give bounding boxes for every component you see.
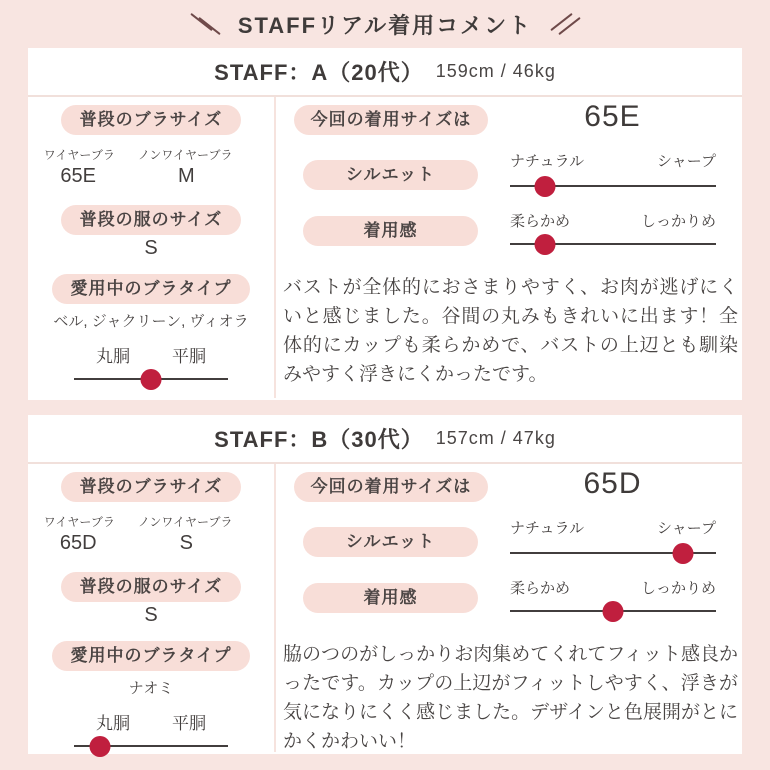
bra-size-values <box>28 165 274 188</box>
silhouette-scale-labels <box>510 150 716 171</box>
usual-clothes-size-label: 普段の服のサイズ <box>61 572 242 602</box>
silhouette-label: シルエット <box>303 160 478 190</box>
torso-slider <box>74 378 228 380</box>
current-size-value: 65D <box>583 467 642 500</box>
staff-a-header <box>28 48 742 97</box>
silhouette-scale-labels <box>510 517 716 538</box>
silhouette-slider-dot <box>535 176 556 197</box>
page-title-band <box>0 0 770 48</box>
natural-label: ナチュラル <box>510 520 585 537</box>
staff-b-name: STAFF：B（30代） <box>214 427 424 452</box>
fit-slider-dot <box>535 234 556 255</box>
bra-type-sublabels <box>28 513 274 527</box>
decorative-backslashes-icon <box>188 9 222 39</box>
non-wire-bra-label: ノンワイヤーブラ <box>137 148 233 162</box>
sharp-label: シャープ <box>657 520 716 537</box>
staff-a-profile-column <box>28 97 276 398</box>
flat-torso-label: 平胴 <box>172 714 206 733</box>
firm-label: しっかりめ <box>640 213 716 230</box>
wire-bra-size-value: 65D <box>59 532 97 554</box>
soft-label: 柔らかめ <box>510 580 571 597</box>
non-wire-bra-size-value: M <box>177 165 195 187</box>
staff-b-profile-column <box>28 464 276 752</box>
staff-b-header <box>28 415 742 464</box>
sharp-label: シャープ <box>657 153 716 170</box>
favorite-bra-type-label: 愛用中のブラタイプ <box>52 274 251 304</box>
staff-b-stats: 157cm / 47kg <box>435 428 556 448</box>
wire-bra-size-value: 65E <box>60 165 97 187</box>
decorative-slashes-icon <box>548 9 582 39</box>
staff-b-card <box>28 415 742 754</box>
torso-slider-dot <box>141 369 162 390</box>
round-torso-label: 丸胴 <box>96 347 130 366</box>
fit-scale-labels <box>510 577 716 598</box>
wire-bra-label: ワイヤーブラ <box>43 515 115 529</box>
fit-feel-label: 着用感 <box>303 583 478 613</box>
non-wire-bra-size-value: S <box>179 532 193 554</box>
fit-scale-labels <box>510 210 716 231</box>
silhouette-label: シルエット <box>303 527 478 557</box>
staff-a-card <box>28 48 742 400</box>
silhouette-slider <box>510 552 716 554</box>
silhouette-slider-dot <box>673 543 694 564</box>
torso-slider-dot <box>90 736 111 757</box>
favorite-bra-type-value: ベル, ジャクリーン, ヴィオラ <box>53 313 249 330</box>
staff-b-review-column <box>276 464 742 752</box>
fit-feel-label: 着用感 <box>303 216 478 246</box>
round-torso-label: 丸胴 <box>96 714 130 733</box>
clothes-size-value: S <box>144 604 158 626</box>
usual-clothes-size-label: 普段の服のサイズ <box>61 205 242 235</box>
natural-label: ナチュラル <box>510 153 585 170</box>
fit-slider-dot <box>603 601 624 622</box>
staff-a-comment: バストが全体的におさまりやすく、お肉が逃げにくいと感じました。谷間の丸みもきれいに出ます！全体的にカップも柔らかめで、バストの上辺とも馴染みやすく浮きにくかったです。 <box>283 277 738 385</box>
torso-slider <box>74 745 228 747</box>
current-size-label: 今回の着用サイズは <box>294 105 488 135</box>
torso-scale-labels <box>74 709 228 733</box>
current-size-value: 65E <box>584 100 641 133</box>
page-title: STAFFリアル着用コメント <box>237 12 533 38</box>
fit-slider <box>510 243 716 245</box>
non-wire-bra-label: ノンワイヤーブラ <box>137 515 233 529</box>
usual-bra-size-label: 普段のブラサイズ <box>61 472 242 502</box>
favorite-bra-type-value: ナオミ <box>128 680 174 697</box>
staff-a-name: STAFF：A（20代） <box>214 60 424 85</box>
favorite-bra-type-label: 愛用中のブラタイプ <box>52 641 251 671</box>
staff-a-stats: 159cm / 46kg <box>435 61 556 81</box>
usual-bra-size-label: 普段のブラサイズ <box>61 105 242 135</box>
current-size-label: 今回の着用サイズは <box>294 472 488 502</box>
soft-label: 柔らかめ <box>510 213 571 230</box>
firm-label: しっかりめ <box>640 580 716 597</box>
staff-b-comment: 脇のつのがしっかりお肉集めてくれてフィット感良かったです。カップの上辺がフィットしやすく、浮きが気になりにくく感じました。デザインと色展開がとにかくかわいい！ <box>283 644 738 752</box>
fit-slider <box>510 610 716 612</box>
bra-type-sublabels <box>28 146 274 160</box>
wire-bra-label: ワイヤーブラ <box>43 148 115 162</box>
clothes-size-value: S <box>144 237 158 259</box>
staff-a-review-column <box>276 97 742 398</box>
flat-torso-label: 平胴 <box>172 347 206 366</box>
bra-size-values <box>28 532 274 555</box>
silhouette-slider <box>510 185 716 187</box>
torso-scale-labels <box>74 342 228 366</box>
